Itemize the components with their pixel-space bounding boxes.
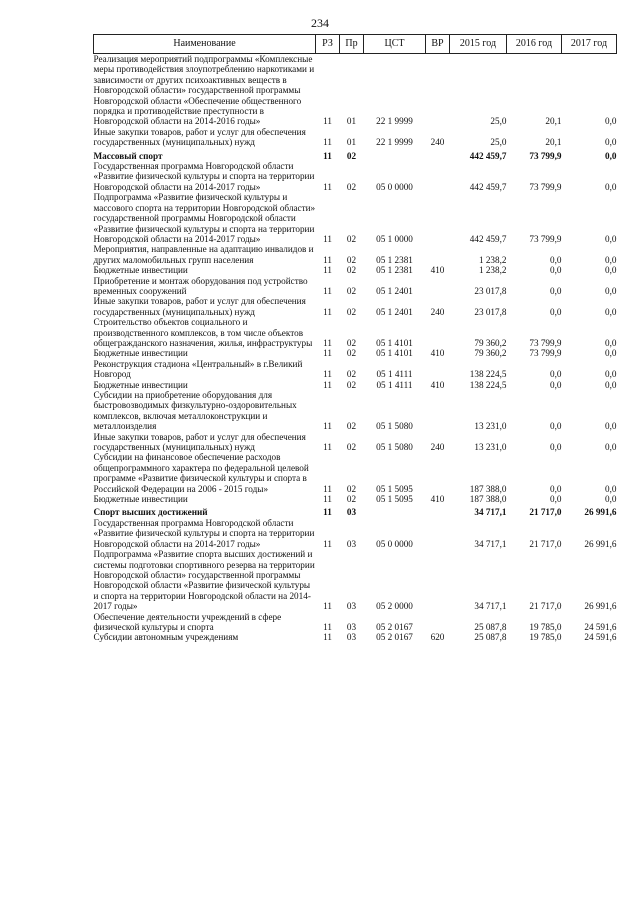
row-vr <box>426 518 450 549</box>
table-row <box>94 432 617 453</box>
row-rz: 11 <box>323 254 332 265</box>
row-2016: 0,0 <box>550 379 562 390</box>
row-rz: 11 <box>323 369 332 380</box>
row-2016: 73 799,9 <box>529 181 562 192</box>
row-2015: 13 231,0 <box>474 442 507 453</box>
table-row <box>94 276 617 297</box>
table-header-row <box>94 35 617 54</box>
row-2017: 0,0 <box>605 137 617 148</box>
row-name: Государственная программа Новгородской области «Развитие физической культуры и спорта на территории Новгородской области на 2014-2017 годы» <box>93 517 315 549</box>
table-row <box>94 54 617 127</box>
row-vr: 240 <box>430 137 445 148</box>
row-pr: 03 <box>346 538 357 549</box>
row-cst: 05 2 0000 <box>376 601 413 612</box>
row-2016: 21 717,0 <box>529 538 562 549</box>
row-2016: 0,0 <box>550 254 562 265</box>
row-pr: 02 <box>346 265 357 276</box>
row-name: Мероприятия, направленные на адаптацию инвалидов и других маломобильных групп населения <box>93 244 314 265</box>
row-2017: 0,0 <box>605 265 617 276</box>
header-cst: ЦСТ <box>364 35 426 54</box>
row-cst: 22 1 9999 <box>376 137 413 148</box>
row-2017: 0,0 <box>605 116 617 127</box>
row-cst: 05 1 2401 <box>376 306 413 317</box>
row-cst: 05 2 0167 <box>376 621 413 632</box>
row-2016: 73 799,9 <box>529 348 562 359</box>
row-vr: 410 <box>430 348 445 359</box>
row-2016: 0,0 <box>550 285 562 296</box>
row-cst: 05 1 2401 <box>376 285 413 296</box>
row-cst: 05 1 0000 <box>376 233 413 244</box>
row-cst: 05 1 4101 <box>376 337 413 348</box>
row-rz: 11 <box>323 150 332 161</box>
row-2017: 26 991,6 <box>584 601 617 612</box>
row-2017: 0,0 <box>605 421 617 432</box>
row-name: Реконструкция стадиона «Центральный» в г.Великий Новгород <box>93 358 303 380</box>
row-2017: 0,0 <box>605 150 617 161</box>
row-name: Строительство объектов социального и производственного комплексов, в том числе объектов общегражданского назначения, жилья, инфраструктуры <box>93 317 313 348</box>
row-2016: 73 799,9 <box>529 337 562 348</box>
row-vr <box>426 192 450 244</box>
table-row <box>94 359 617 380</box>
table-row <box>94 518 617 549</box>
table-row <box>94 296 617 317</box>
row-2016: 19 785,0 <box>529 621 562 632</box>
row-cst: 05 0 0000 <box>376 181 413 192</box>
row-name: Подпрограмма «Развитие спорта высших достижений и системы подготовки спортивного резерва на территории Новгородской области» государственной программы Новгородской области «Развитие физической культуры и спорта на территории Новгородской области на 2014-2017 годы» <box>93 549 315 612</box>
row-2016: 73 799,9 <box>529 150 562 161</box>
table-row <box>94 244 617 265</box>
row-2015: 138 224,5 <box>469 379 507 390</box>
row-rz: 11 <box>323 632 332 643</box>
row-2016: 0,0 <box>550 265 562 276</box>
row-2017: 26 991,6 <box>584 538 617 549</box>
row-2017: 0,0 <box>605 254 617 265</box>
row-vr: 620 <box>430 632 445 643</box>
header-2016: 2016 год <box>507 35 562 54</box>
row-cst: 05 1 5080 <box>376 421 413 432</box>
row-pr: 01 <box>346 116 357 127</box>
row-vr <box>426 359 450 380</box>
row-rz: 11 <box>323 137 332 148</box>
row-2017: 0,0 <box>605 233 617 244</box>
row-rz: 11 <box>323 601 332 612</box>
row-2017: 0,0 <box>605 442 617 453</box>
row-rz: 11 <box>323 337 332 348</box>
row-vr <box>426 148 450 161</box>
row-pr: 02 <box>346 337 357 348</box>
row-2015: 1 238,2 <box>478 254 507 265</box>
row-cst: 05 1 2381 <box>376 254 413 265</box>
row-vr <box>426 612 450 633</box>
row-2015: 34 717,1 <box>474 601 507 612</box>
row-rz: 11 <box>323 621 332 632</box>
row-2015: 23 017,8 <box>474 306 507 317</box>
row-name: Иные закупки товаров, работ и услуг для обеспечения государственных (муниципальных) нужд <box>93 126 306 148</box>
row-name: Спорт высших достижений <box>93 507 208 518</box>
table-row <box>94 452 617 494</box>
row-2015: 25 087,8 <box>474 632 507 643</box>
row-rz: 11 <box>323 181 332 192</box>
row-2016: 21 717,0 <box>529 601 562 612</box>
row-vr <box>426 54 450 127</box>
row-2015: 13 231,0 <box>474 421 507 432</box>
table-row <box>94 632 617 642</box>
table-row <box>94 549 617 611</box>
row-2015: 1 238,2 <box>478 265 507 276</box>
row-name: Массовый спорт <box>93 150 163 161</box>
row-vr: 240 <box>430 306 445 317</box>
page-number: 234 <box>311 16 329 30</box>
row-pr: 02 <box>346 233 357 244</box>
table-row <box>94 317 617 348</box>
header-rz: РЗ <box>316 35 340 54</box>
table-row <box>94 380 617 390</box>
row-2017: 0,0 <box>605 337 617 348</box>
row-vr <box>426 317 450 348</box>
header-2017: 2017 год <box>562 35 617 54</box>
row-vr <box>426 276 450 297</box>
row-2017: 0,0 <box>605 494 617 505</box>
row-pr: 01 <box>346 137 357 148</box>
table-row <box>94 265 617 275</box>
row-2016: 19 785,0 <box>529 632 562 643</box>
row-cst: 05 1 4111 <box>376 369 413 380</box>
row-pr: 02 <box>346 306 357 317</box>
row-2015: 79 360,2 <box>474 348 507 359</box>
row-rz: 11 <box>323 348 332 359</box>
row-2015: 442 459,7 <box>469 233 507 244</box>
row-pr: 02 <box>346 348 357 359</box>
row-cst: 05 1 5095 <box>376 494 413 505</box>
row-vr <box>426 390 450 432</box>
row-vr <box>426 549 450 611</box>
row-name: Иные закупки товаров, работ и услуг для обеспечения государственных (муниципальных) нужд <box>93 431 306 453</box>
row-vr: 410 <box>430 379 445 390</box>
row-pr: 02 <box>346 442 357 453</box>
row-rz: 11 <box>323 494 332 505</box>
row-pr: 02 <box>346 181 357 192</box>
row-2016: 0,0 <box>550 494 562 505</box>
row-rz: 11 <box>323 538 332 549</box>
row-vr: 240 <box>430 442 445 453</box>
row-2017: 0,0 <box>605 348 617 359</box>
row-name: Реализация мероприятий подпрограммы «Комплексные меры противодействия злоупотреблению наркотиками и зависимости от других психоактивных веществ в Новгородской области» государственной программы Новгородской области «Обеспечение общественного порядка и противодействие преступности в Новгородской области на 2014-2016 годы» <box>93 54 315 127</box>
row-pr: 03 <box>346 632 357 643</box>
row-cst <box>364 148 426 161</box>
row-rz: 11 <box>323 442 332 453</box>
header-vr: ВР <box>426 35 450 54</box>
row-cst <box>364 504 426 517</box>
row-2016: 20,1 <box>545 116 562 127</box>
row-2016: 20,1 <box>545 137 562 148</box>
table-row <box>94 127 617 148</box>
row-2016: 0,0 <box>550 483 562 494</box>
row-rz: 11 <box>323 233 332 244</box>
row-2017: 0,0 <box>605 369 617 380</box>
header-name: Наименование <box>94 35 316 54</box>
row-2017: 24 591,6 <box>584 632 617 643</box>
row-2017: 0,0 <box>605 483 617 494</box>
row-cst: 05 2 0167 <box>376 632 413 643</box>
row-2016: 0,0 <box>550 306 562 317</box>
row-vr <box>426 161 450 192</box>
row-name: Подпрограмма «Развитие физической культуры и массового спорта на территории Новгородской области» государственной программы Новгородской области «Развитие физической культуры и спорта на территории Новгородской области на 2014-2017 годы» <box>93 192 316 244</box>
row-2017: 0,0 <box>605 181 617 192</box>
row-2016: 0,0 <box>550 369 562 380</box>
row-cst: 05 1 4101 <box>376 348 413 359</box>
row-cst: 05 1 5080 <box>376 442 413 453</box>
row-rz: 11 <box>323 306 332 317</box>
row-name: Иные закупки товаров, работ и услуг для обеспечения государственных (муниципальных) нужд <box>93 296 306 317</box>
row-2015: 187 388,0 <box>469 483 507 494</box>
row-2015: 34 717,1 <box>474 538 507 549</box>
row-pr: 02 <box>346 254 357 265</box>
table-row <box>94 390 617 432</box>
row-2015: 25,0 <box>490 116 507 127</box>
row-pr: 02 <box>346 421 357 432</box>
row-vr <box>426 244 450 265</box>
row-name: Субсидии на приобретение оборудования для быстровозводимых физкультурно-оздоровительных комплексов, включая металлоконструкции и металлоизделия <box>93 390 297 432</box>
row-cst: 05 1 5095 <box>376 483 413 494</box>
row-name: Бюджетные инвестиции <box>93 348 188 359</box>
row-name: Бюджетные инвестиции <box>93 494 188 505</box>
row-name: Приобретение и монтаж оборудования под устройство временных сооружений <box>93 275 308 296</box>
table-row <box>94 192 617 244</box>
row-2015: 79 360,2 <box>474 337 507 348</box>
row-2016: 73 799,9 <box>529 233 562 244</box>
header-pr: Пр <box>340 35 364 54</box>
row-rz: 11 <box>323 285 332 296</box>
row-2015: 23 017,8 <box>474 285 507 296</box>
row-2015: 25 087,8 <box>474 621 507 632</box>
table-row <box>94 348 617 358</box>
row-name: Обеспечение деятельности учреждений в сфере физической культуры и спорта <box>93 611 282 632</box>
row-2015: 34 717,1 <box>474 507 507 518</box>
row-pr: 03 <box>346 621 357 632</box>
row-2017: 0,0 <box>605 285 617 296</box>
row-rz: 11 <box>323 507 332 518</box>
row-cst: 22 1 9999 <box>376 116 413 127</box>
row-2017: 24 591,6 <box>584 621 617 632</box>
row-name: Бюджетные инвестиции <box>93 379 188 390</box>
row-pr: 02 <box>346 285 357 296</box>
row-vr <box>426 504 450 517</box>
row-vr: 410 <box>430 494 445 505</box>
table-row <box>94 161 617 192</box>
row-2015: 187 388,0 <box>469 494 507 505</box>
row-vr <box>426 452 450 494</box>
row-2015: 138 224,5 <box>469 369 507 380</box>
row-2016: 21 717,0 <box>529 507 562 518</box>
row-cst: 05 1 4111 <box>376 379 413 390</box>
row-name: Государственная программа Новгородской области «Развитие физической культуры и спорта на территории Новгородской области на 2014-2017 годы» <box>93 161 315 192</box>
table-row <box>94 494 617 504</box>
row-2017: 0,0 <box>605 379 617 390</box>
row-name: Субсидии автономным учреждениям <box>93 632 239 643</box>
row-2017: 0,0 <box>605 306 617 317</box>
row-pr: 02 <box>346 150 357 161</box>
row-rz: 11 <box>323 265 332 276</box>
row-pr: 03 <box>346 507 357 518</box>
row-rz: 11 <box>323 379 332 390</box>
row-2017: 26 991,6 <box>584 507 617 518</box>
header-2015: 2015 год <box>450 35 507 54</box>
row-pr: 02 <box>346 483 357 494</box>
row-name: Субсидии на финансовое обеспечение расходов общепрограммного характера по федеральной целевой программе «Развитие физической культуры и спорта в Российской Федерации на 2006 - 2015 годы» <box>93 452 309 494</box>
table-row <box>94 612 617 633</box>
row-vr: 410 <box>430 265 445 276</box>
row-rz: 11 <box>323 421 332 432</box>
row-rz: 11 <box>323 483 332 494</box>
budget-table <box>93 34 617 643</box>
row-2016: 0,0 <box>550 421 562 432</box>
row-pr: 02 <box>346 369 357 380</box>
row-2015: 442 459,7 <box>469 150 507 161</box>
row-name: Бюджетные инвестиции <box>93 265 188 276</box>
row-pr: 03 <box>346 601 357 612</box>
row-2016: 0,0 <box>550 442 562 453</box>
section-row <box>94 148 617 161</box>
row-pr: 02 <box>346 379 357 390</box>
row-2015: 442 459,7 <box>469 181 507 192</box>
row-cst: 05 1 2381 <box>376 265 413 276</box>
section-row <box>94 504 617 517</box>
row-cst: 05 0 0000 <box>376 538 413 549</box>
row-rz: 11 <box>323 116 332 127</box>
row-pr: 02 <box>346 494 357 505</box>
row-2015: 25,0 <box>490 137 507 148</box>
